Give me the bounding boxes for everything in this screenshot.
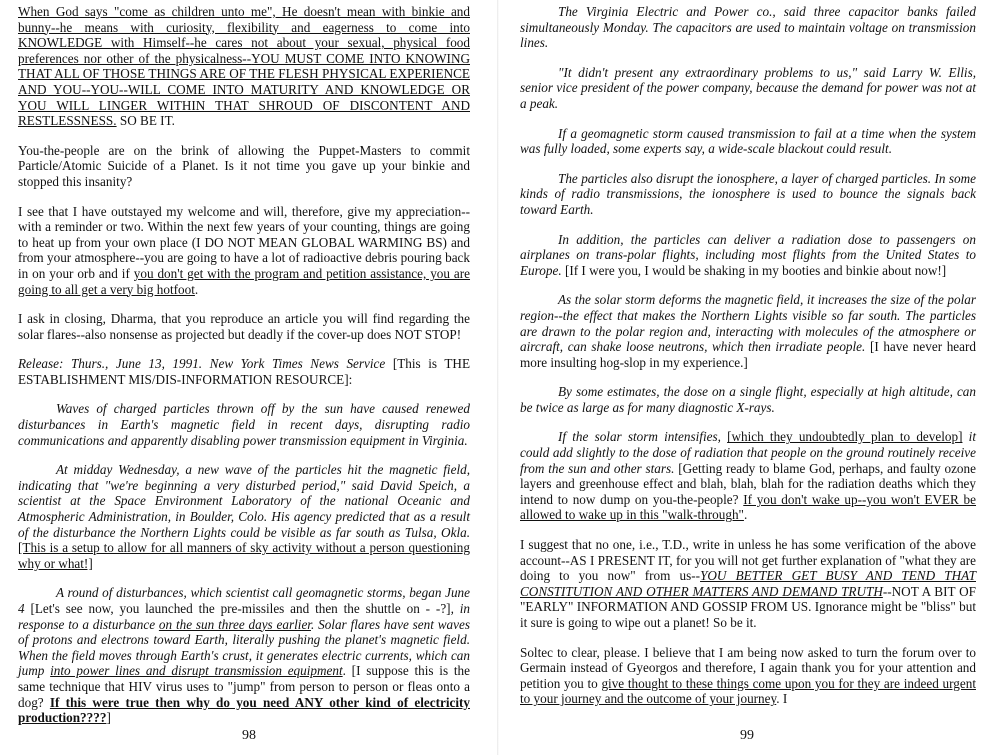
text-run: Release: Thurs., June 13, 1991. New York Times News Service — [18, 356, 386, 372]
text-run: [This is a setup to allow for all manners of sky activity without a person questioning why or what!] — [18, 540, 470, 571]
text-run: [I have never heard more insulting hog-slop in my experience.] — [520, 339, 977, 370]
text-run: --NOT A BIT OF "EARLY" INFORMATION AND GOSSIP FROM US. Ignorance might be "bliss" but it sure is going to wipe out a planet! So be it. — [520, 583, 976, 630]
article-paragraph-polar-region — [520, 292, 976, 370]
text-run: [This is THE ESTABLISHMENT MIS/DIS-INFORMATION RESOURCE]: — [18, 356, 471, 387]
text-run: SO BE IT. — [116, 113, 175, 129]
text-run: At midday Wednesday, a new wave of the particles hit the magnetic field, indicating that "we're beginning a very disturbed period," said David Speich, a scientist at the Space Environment Laboratory of the national Oceanic and Atmospheric Administration, in Boulder, Colo. His agency predicted that as a result of the disturbance the Northern Lights could be visible as far south as Tulsa, Okla. — [18, 462, 470, 540]
text-run: . — [743, 507, 748, 523]
text-run: If this were true then why do you need ANY other kind of electricity production???? — [18, 694, 470, 726]
text-run: A round of disturbances, which scientist call geomagnetic storms, began June 4 — [18, 585, 470, 616]
article-paragraph-midday — [18, 462, 470, 571]
article-paragraph-estimates: By some estimates, the dose on a single flight, especially at high altitude, can be twice as large as for many diagnostic X-rays. — [520, 384, 976, 415]
paragraph-release-line — [18, 356, 470, 387]
article-paragraph-intensifies — [520, 429, 976, 523]
article-paragraph-ionosphere: The particles also disrupt the ionosphere, a layer of charged particles. In some kinds of radio transmissions, the ionosphere is used to bounce the signals back toward Earth. — [520, 170, 976, 217]
text-run: If the solar storm intensifies, — [558, 429, 728, 445]
text-run: . — [194, 281, 199, 297]
left-page — [0, 4, 498, 755]
article-paragraph-waves: Waves of charged particles thrown off by the sun have caused renewed disturbances in Earth's magnetic field in recent days, disrupting radio communications and apparently disabling power transmission equipment in Virginia. — [18, 401, 470, 448]
paragraph-closing-request: I ask in closing, Dharma, that you reproduce an article you will find regarding the solar flares--also nonsense as projected but deadly if the cover-up does NOT STOP! — [18, 311, 470, 342]
text-run: give thought to these things come upon you for they are indeed urgent to your journey and the outcome of your journey — [520, 675, 976, 707]
right-page — [498, 4, 996, 755]
text-run: into power lines and disrupt transmission equipment — [50, 663, 343, 679]
text-run: As the solar storm deforms the magnetic field, it increases the size of the polar region--the effect that makes the Northern Lights visible so far south. The particles are drawn to the polar region and, interacting with molecules of the atmosphere or aircraft, can shake loose neutrons, which then irradiate people. — [520, 292, 976, 355]
text-run: . [I suppose this is the same technique that HIV virus uses to "jump" from person to person or fleas onto a dog? — [18, 663, 470, 710]
paragraph-soltec-closing — [520, 645, 976, 707]
text-run: on the sun three days earlier — [158, 616, 311, 632]
text-run: . Solar flares have sent waves of protons and electrons toward Earth, literally pushing the planet's magnetic field. When the field moves through Earth's crust, it generates electric currents, which can jump — [18, 616, 470, 679]
text-run: YOU BETTER GET BUSY AND TEND THAT CONSTITUTION AND OTHER MATTERS AND DEMAND TRUTH — [520, 568, 976, 599]
article-paragraph-round — [18, 585, 470, 725]
text-run: [Getting ready to blame God, perhaps, and faulty ozone layers and greenhouse effect and blah, blah, blah for the radiation deaths which they intend to now dump on you-the-people? — [520, 460, 976, 507]
page-number-left: 98 — [242, 728, 256, 743]
article-paragraph-radiation-dose — [520, 232, 976, 279]
right-text-column — [520, 4, 976, 721]
paragraph-puppet-masters: You-the-people are on the brink of allowing the Puppet-Masters to commit Particle/Atomic Suicide of a Planet. Is it not time you gave up your binkie and stopped this insanity? — [18, 142, 470, 189]
text-run: [Let's see now, you launched the pre-missiles and then the shuttle on - -?] — [24, 601, 451, 616]
page-number-right: 99 — [740, 728, 754, 743]
text-run: [which they undoubtedly plan to develop] — [727, 429, 963, 445]
left-text-column — [18, 4, 470, 740]
text-run: In addition, the particles can deliver a radiation dose to passengers on airplanes on trans-polar flights, including most flights from the United States to Europe. — [520, 231, 976, 278]
text-run: ] — [106, 710, 111, 726]
text-run: I suggest that no one, i.e., T.D., write in unless he has some verification of the above account--AS I PRESENT IT, for you will not get further explanation of "what they are doing to you now" from us-- — [520, 537, 976, 584]
text-run: YOU MUST COME INTO KNOWING THAT ALL OF THOSE THINGS ARE OF THE FLESH PHYSICAL EXPERIENCE AND YOU--YOU--WILL COME INTO MATURITY AND KNOWLEDGE OR YOU WILL LINGER WITHIN THAT SHROUD OF DISCONTENT AND RESTLESSNESS. — [18, 50, 470, 129]
article-paragraph-blackout: If a geomagnetic storm caused transmission to fail at a time when the system was fully loaded, some experts say, a wide-scale blackout could result. — [520, 125, 976, 157]
article-paragraph-virginia-electric: The Virginia Electric and Power co., said three capacitor banks failed simultaneously Monday. The capacitors are used to maintain voltage on transmission lines. — [520, 4, 976, 51]
text-run: you don't get with the program and petition assistance, you are going to all get a very big hotfoot — [18, 265, 471, 297]
article-paragraph-ellis-quote: "It didn't present any extraordinary problems to us," said Larry W. Ellis, senior vice president of the power company, because the demand for power was not at a peak. — [520, 64, 976, 111]
paragraph-outstayed-welcome — [18, 204, 470, 298]
text-run: If you don't wake up--you won't EVER be allowed to wake up in this "walk-through" — [520, 491, 977, 523]
text-run: . I — [776, 691, 788, 707]
text-run: When God says "come as children unto me", He doesn't mean with binkie and bunny--he means with curiosity, flexibility and eagerness to come into KNOWLEDGE with Himself--he cares not about your sexual, physical food preferences nor other of the physicalness-- — [18, 4, 470, 66]
text-run: [If I were you, I would be shaking in my booties and binkie about now!] — [561, 262, 947, 278]
text-run: Soltec to clear, please. I believe that I am being now asked to turn the forum over to Germain instead of Gyeorgos and therefore, I again thank you for your attention and petition you to — [520, 644, 976, 691]
paragraph-come-as-children — [18, 4, 470, 129]
text-run: I see that I have outstayed my welcome and will, therefore, give my appreciation--with a reminder or two. Within the next few years of your counting, things are going to heat up from your own place (I DO NOT MEAN GLOBAL WARMING BS) and from your atmosphere--you are going to have a lot of radioactive debris pouring back in on your orb and if — [18, 203, 470, 281]
text-run: it could add slightly to the dose of radiation that people on the ground routinely receive from the sun and other stars. — [520, 429, 976, 476]
paragraph-suggestion — [520, 537, 976, 631]
text-run: , in response to a disturbance — [18, 601, 470, 632]
